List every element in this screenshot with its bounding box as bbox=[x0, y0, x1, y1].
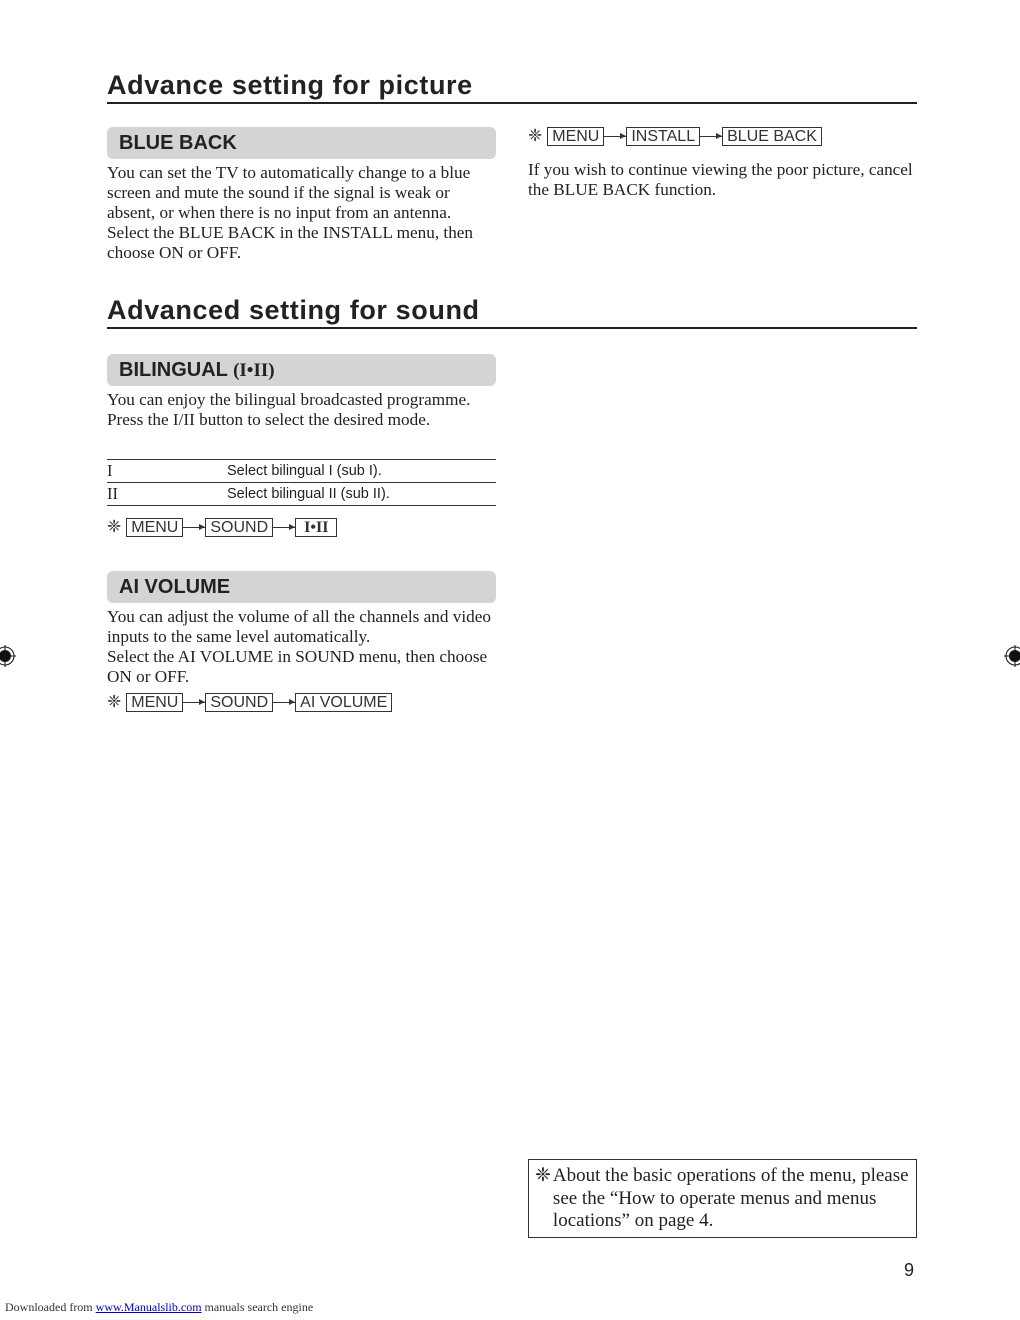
blue-back-body bbox=[107, 163, 492, 263]
note-star-icon: ❈ bbox=[528, 126, 543, 145]
description-cell: Select bilingual II (sub II). bbox=[227, 486, 390, 502]
blue-back-paragraph-1: You can set the TV to automatically change to a blue screen and mute the sound if the signal is weak or absent, or when there is no input from an antenna. bbox=[107, 163, 471, 222]
section-ai-volume-title: AI VOLUME bbox=[119, 576, 231, 598]
registration-mark-icon bbox=[0, 645, 16, 667]
ai-volume-menu-path bbox=[107, 692, 392, 712]
mode-cell: II bbox=[107, 484, 118, 503]
manualslib-link[interactable]: www.Manualslib.com bbox=[95, 1300, 202, 1314]
ai-volume-paragraph-2: Select the AI VOLUME in SOUND menu, then choose ON or OFF. bbox=[107, 647, 488, 686]
path-menu-box: MENU bbox=[126, 693, 183, 712]
basic-operations-note bbox=[528, 1159, 917, 1238]
section-bilingual-title: BILINGUAL bbox=[119, 359, 228, 381]
mode-cell: I bbox=[107, 461, 113, 480]
arrow-right-icon bbox=[183, 527, 205, 528]
path-blue-back-box: BLUE BACK bbox=[722, 127, 822, 146]
footer-suffix: manuals search engine bbox=[204, 1300, 314, 1314]
blue-back-paragraph-2: Select the BLUE BACK in the INSTALL menu, then choose ON or OFF. bbox=[107, 223, 474, 262]
arrow-right-icon bbox=[700, 136, 722, 137]
table-row bbox=[107, 483, 496, 506]
path-ai-volume-box: AI VOLUME bbox=[295, 693, 392, 712]
bilingual-mode-table bbox=[107, 459, 496, 506]
blue-back-note-text: If you wish to continue viewing the poor picture, cancel the BLUE BACK function. bbox=[528, 160, 913, 199]
section-blue-back-header bbox=[107, 127, 496, 159]
arrow-right-icon bbox=[273, 527, 295, 528]
registration-mark-icon bbox=[1004, 645, 1020, 667]
arrow-right-icon bbox=[183, 702, 205, 703]
blue-back-menu-path bbox=[528, 126, 822, 146]
path-sound-box: SOUND bbox=[205, 693, 273, 712]
path-menu-box: MENU bbox=[547, 127, 604, 146]
bilingual-body bbox=[107, 390, 496, 430]
path-menu-box: MENU bbox=[126, 518, 183, 537]
ai-volume-body bbox=[107, 607, 499, 687]
section-ai-volume-header bbox=[107, 571, 496, 603]
section-bilingual-suffix: (I•II) bbox=[233, 360, 275, 381]
footer-prefix: Downloaded from bbox=[5, 1300, 93, 1314]
path-sound-box: SOUND bbox=[205, 518, 273, 537]
arrow-right-icon bbox=[273, 702, 295, 703]
basic-operations-note-text: About the basic operations of the menu, please see the “How to operate menus and menus locations” on page 4. bbox=[552, 1165, 909, 1231]
section-bilingual-header bbox=[107, 354, 496, 386]
note-star-icon: ❈ bbox=[535, 1165, 551, 1186]
path-install-box: INSTALL bbox=[626, 127, 700, 146]
bilingual-menu-path bbox=[107, 517, 337, 537]
bilingual-paragraph-2: Press the I/II button to select the desired mode. bbox=[107, 410, 431, 429]
heading-picture: Advance setting for picture bbox=[107, 70, 473, 100]
section-blue-back-title: BLUE BACK bbox=[119, 132, 237, 154]
path-i-ii-box: I•II bbox=[295, 518, 337, 537]
download-footer bbox=[5, 1300, 313, 1315]
heading-picture-rule bbox=[107, 102, 917, 104]
heading-sound-rule bbox=[107, 327, 917, 329]
ai-volume-paragraph-1: You can adjust the volume of all the channels and video inputs to the same level automatically. bbox=[107, 607, 491, 646]
arrow-right-icon bbox=[604, 136, 626, 137]
bilingual-paragraph-1: You can enjoy the bilingual broadcasted programme. bbox=[107, 390, 471, 409]
table-row bbox=[107, 460, 496, 483]
heading-sound: Advanced setting for sound bbox=[107, 295, 480, 325]
note-star-icon: ❈ bbox=[107, 517, 122, 536]
note-star-icon: ❈ bbox=[107, 692, 122, 711]
description-cell: Select bilingual I (sub I). bbox=[227, 463, 382, 479]
blue-back-note bbox=[528, 160, 918, 200]
page-number: 9 bbox=[904, 1260, 915, 1280]
